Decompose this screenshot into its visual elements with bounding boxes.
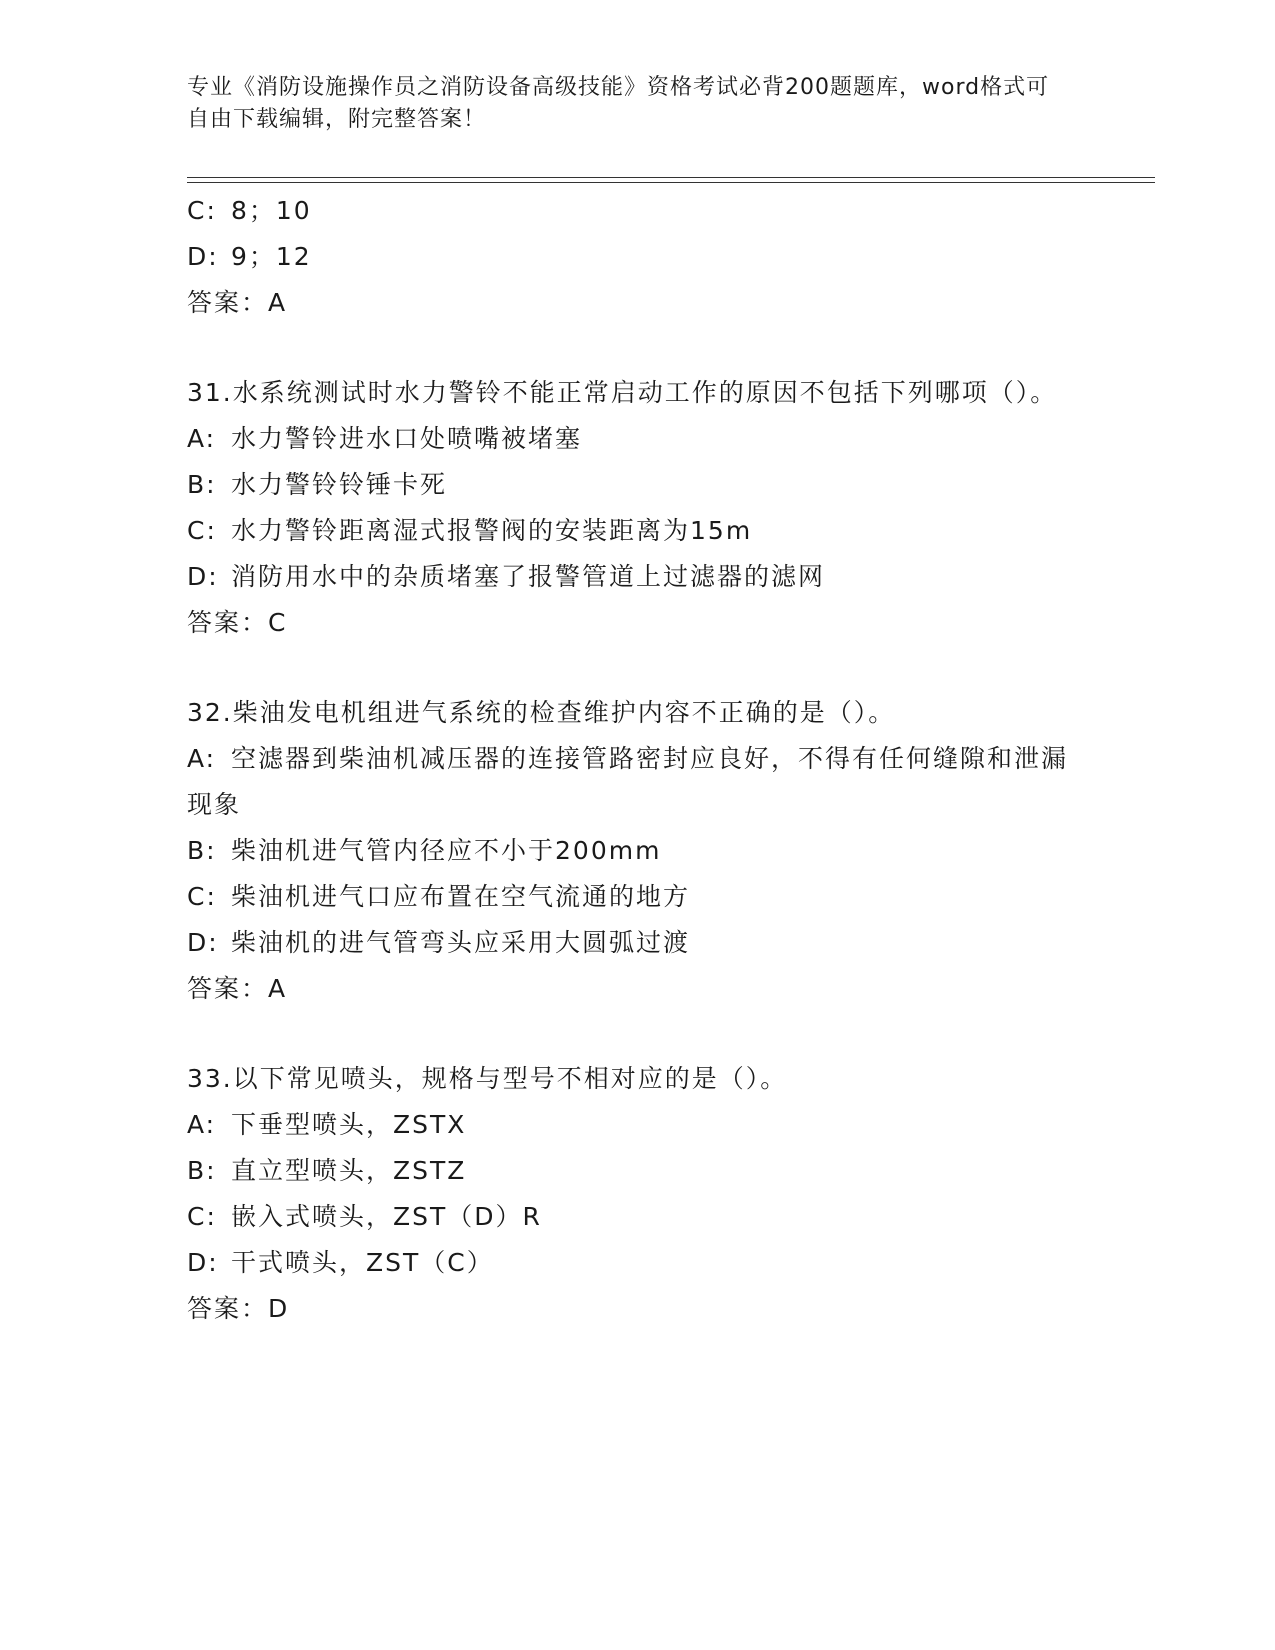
option-label: D: [187, 562, 219, 591]
option-label: C: [187, 196, 217, 225]
option-label: C: [187, 1202, 217, 1231]
option-text: 水力警铃铃锤卡死 [231, 470, 448, 499]
answer-line: 答案：A [187, 974, 288, 1003]
option-text: 柴油机的进气管弯头应采用大圆弧过渡 [231, 928, 691, 957]
question-block-31 [187, 370, 1087, 646]
option-label: A: [187, 744, 217, 773]
option-b [187, 462, 1087, 508]
option-a [187, 416, 1087, 462]
option-text: 柴油机进气口应布置在空气流通的地方 [231, 882, 691, 911]
option-d [187, 1240, 1087, 1286]
option-label: C: [187, 516, 217, 545]
option-c [187, 874, 1087, 920]
option-d [187, 554, 1087, 600]
option-label: B: [187, 836, 217, 865]
answer-line: 答案：A [187, 288, 288, 317]
document-header [187, 72, 1067, 136]
option-c [187, 508, 1087, 554]
option-text: 9；12 [231, 242, 312, 271]
question-stem: 33.以下常见喷头，规格与型号不相对应的是（）。 [187, 1064, 788, 1093]
option-b [187, 1148, 1087, 1194]
option-label: D: [187, 1248, 219, 1277]
option-text: 直立型喷头，ZSTZ [231, 1156, 467, 1185]
header-divider-bottom [187, 182, 1155, 183]
header-divider-top [187, 177, 1155, 178]
option-c [187, 1194, 1087, 1240]
option-text: 8；10 [231, 196, 312, 225]
option-text: 柴油机进气管内径应不小于200mm [231, 836, 662, 865]
option-label: B: [187, 470, 217, 499]
document-title: 专业《消防设施操作员之消防设备高级技能》资格考试必背200题题库，word格式可自由下载编辑，附完整答案！ [187, 75, 1050, 132]
option-text: 下垂型喷头，ZSTX [231, 1110, 467, 1139]
option-label: B: [187, 1156, 217, 1185]
spacer [187, 646, 1087, 690]
option-b [187, 828, 1087, 874]
option-d [187, 920, 1087, 966]
prev-question-block [187, 188, 1087, 326]
option-text: 嵌入式喷头，ZST（D）R [231, 1202, 542, 1231]
option-a [187, 736, 1087, 828]
spacer [187, 326, 1087, 370]
option-label: D: [187, 928, 219, 957]
question-stem: 31.水系统测试时水力警铃不能正常启动工作的原因不包括下列哪项（）。 [187, 378, 1058, 407]
option-text: 水力警铃距离湿式报警阀的安装距离为15m [231, 516, 753, 545]
option-d [187, 234, 1087, 280]
option-text: 水力警铃进水口处喷嘴被堵塞 [231, 424, 583, 453]
option-label: A: [187, 424, 217, 453]
option-a [187, 1102, 1087, 1148]
question-block-32 [187, 690, 1087, 1012]
spacer [187, 1012, 1087, 1056]
option-label: D: [187, 242, 219, 271]
option-c [187, 188, 1087, 234]
option-text: 干式喷头，ZST（C） [231, 1248, 494, 1277]
question-list [187, 188, 1087, 1332]
answer-line: 答案：D [187, 1294, 290, 1323]
answer-line: 答案：C [187, 608, 288, 637]
option-text: 消防用水中的杂质堵塞了报警管道上过滤器的滤网 [231, 562, 826, 591]
question-stem: 32.柴油发电机组进气系统的检查维护内容不正确的是（）。 [187, 698, 896, 727]
question-block-33 [187, 1056, 1087, 1332]
option-label: C: [187, 882, 217, 911]
option-text: 空滤器到柴油机减压器的连接管路密封应良好，不得有任何缝隙和泄漏现象 [187, 744, 1069, 819]
option-label: A: [187, 1110, 217, 1139]
